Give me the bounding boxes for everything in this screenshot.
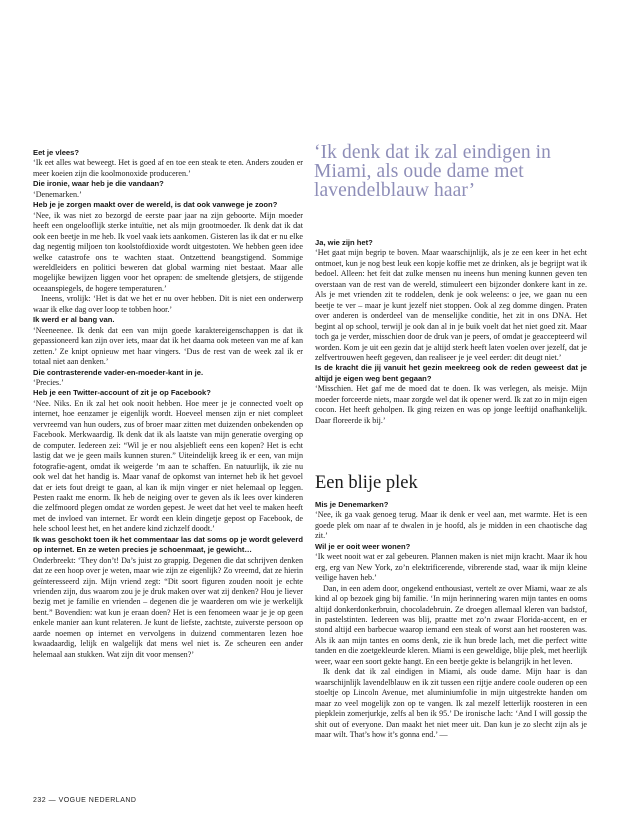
interview-answer: Ineens, vrolijk: ‘Het is dat we het er nu over hebben. Dit is niet een onderwerp waar ik elke dag over loop te tobben hoor.’ xyxy=(33,294,303,314)
interview-question: Heb je een Twitter-account of zit je op Facebook? xyxy=(33,388,211,398)
interview-answer: ‘Nee, ik was niet zo bezorgd de eerste paar jaar na zijn geboorte. Mijn moeder heeft een ongelooflijk sterke intuïtie, net als mijn grootmoeder. Ik denk dat ik dat ook een beetje in me heb. Ik voel vaak iets aankomen. Gisteren las ik dat er nu elke dag negentig miljoen ton koolstofdioxide wordt uitgestoten. We hebben geen idee welke catastrofe ons te wachten staat. Ontzettend beangstigend. Sommige wereldleiders en politici beweren dat global warming niet bestaat. Maar alle mogelijke bewijzen liggen voor het oprapen: de smeltende gletsjers, de stijgende oceaanspiegels, de hogere temperaturen.’ xyxy=(33,210,303,293)
interview-answer: ‘Precies.’ xyxy=(33,377,64,387)
interview-answer: Ik denk dat ik zal eindigen in Miami, als oude dame. Mijn haar is dan waarschijnlijk lavendelblauw en ik zit tussen een rijtje andere coole ouderen op een stoeltje op Lincoln Avenue, met aluminiumfolie in mijn uitgestrekte handen om maar zo veel mogelijk zon op te vangen. Ik zal mezelf letterlijk roosteren in een piepklein zomerjurkje, zelfs al ben ik 95.’ De ironische lach: ‘And I will gossip the shit out of everyone. Dan maakt het niet meer uit. Dan kun je zo slecht zijn als je maar wilt. That’s how it’s gonna end.’ — xyxy=(315,667,587,739)
left-text-column xyxy=(33,148,303,660)
interview-question: Wil je er ooit weer wonen? xyxy=(315,541,411,551)
interview-answer: Onderbreekt: ‘They don’t! Da’s juist zo grappig. Degenen die dat schrijven denken dat ze een hoop over je weten, maar wie zijn ze eigenlijk? Zo vreemd, dat ze hierin geïnteresseerd zijn. Mijn vriend zegt: “Dit soort figuren zouden nooit je echte vrienden zijn, dus waarom zou je je druk maken over wat zij denken? Hou je liever bezig met je familie en vrienden – degenen die je waarderen om wie je werkelijk bent.” Bovendien: wat kun je eraan doen? Het is een fenomeen waar je je op geen enkele manier aan kunt relateren. Je kunt de liefste, zachtste, zuiverste persoon op aarde noemen op internet en vervolgens in duizend commentaren lezen hoe kwaadaardig, lelijk en walgelijk dat mens wel niet is. Ze scheuren een ander helemaal aan stukken. Wat zijn dit voor mensen?’ xyxy=(33,555,303,659)
interview-answer: ‘Ik eet alles wat beweegt. Het is goed af en toe een steak te eten. Anders zouden er meer koeien zijn die koolmonoxide produceren.’ xyxy=(33,158,303,178)
interview-answer: ‘Nee. Niks. En ik zal het ook nooit hebben. Hoe meer je je connected voelt op internet, hoe eenzamer je eigenlijk wordt. Hoeveel mensen zijn er niet compleet vervreemd van hun ouders, zus of broer maar zitten met duizenden onbekenden op Facebook. Merkwaardig. Ik denk dat ik als laatste van mijn generatie overging op de computer. Iedereen zei: “Wil je er nou alsjeblieft eens een kopen? Het is echt lastig dat we je geen mails kunnen sturen.” Uiteindelijk kreeg ik er een, van mijn fotografie-agent, omdat ik weigerde ’m aan te schaffen. En natuurlijk, ik zie nu ook wel dat het handig is. Maar vanaf de opkomst van internet heb ik het gevoel dat er iets fout dreigt te gaan, al kan ik mijn vinger er niet helemaal op leggen. Pesten raakt me enorm. Ik heb de neiging over te geven als ik lees over kinderen die zelfmoord plegen omdat ze worden gepest. Je weet dat het veel te maken heeft met de invloed van internet. Er wordt een klein dingetje gepost op Facebook, de hele school leest het, en het andere kind zichzelf doodt.’ xyxy=(33,398,303,534)
pull-quote: ‘Ik denk dat ik zal eindigen in Miami, als oude dame met lavendelblauw haar’ xyxy=(314,142,552,201)
interview-question: Is de kracht die jij vanuit het gezin meekreeg ook de reden geweest dat je altijd je eigen weg bent gegaan? xyxy=(315,363,587,383)
interview-question: Mis je Denemarken? xyxy=(315,500,389,509)
interview-answer: Dan, in een adem door, ongekend enthousiast, vertelt ze over Miami, waar ze als kind al op bezoek ging bij familie. ‘In mijn herinnering waren mijn tantes en ooms altijd donkerdonkerbruin, chocoladebruin. Ze droegen allemaal kleren van badstof, in pastelstinten. Iedereen was blij, praatte met zo’n zwaar Florida-accent, en er stond altijd een barbecue waarop iemand een steak of worst aan het roosteren was. Als ik aan mijn tantes en ooms denk, zie ik hun brede lach, met die perfect witte tanden en die zoetgekleurde kleren. Miami is een geweldige, blije plek, met heerlijk weer, waar een soort gekte hangt. En een beetje gekte is belangrijk in het leven. xyxy=(315,583,587,666)
interview-question: Heb je je zorgen maakt over de wereld, is dat ook vanwege je zoon? xyxy=(33,200,278,210)
right-text-column-top xyxy=(315,238,587,426)
interview-question: Die ironie, waar heb je die vandaan? xyxy=(33,179,164,189)
interview-answer: ‘Misschien. Het gaf me de moed dat te doen. Ik was verlegen, als meisje. Mijn moeder forceerde niets, maar zorgde wel dat ik opener werd. Ik zat zo in mijn eigen cocon. Het heeft geholpen. Ik ging reizen en was op jonge leeftijd onafhankelijk. Daar floreerde ik bij.’ xyxy=(315,384,587,425)
interview-question: Ik was geschokt toen ik het commentaar las dat soms op je wordt geleverd op internet. En ze weten precies je schoenmaat, je gewicht… xyxy=(33,534,303,555)
interview-answer: ‘Ik weet nooit wat er zal gebeuren. Plannen maken is niet mijn kracht. Maar ik hou erg, erg van New York, zo’n elektrificerende, vibrerende stad, waar ik mijn kleine veilige haven heb.’ xyxy=(315,552,587,583)
interview-answer: ‘Nee, ik ga vaak genoeg terug. Maar ik denk er veel aan, met warmte. Het is een goede plek om naar af te dwalen in je hoofd, als je midden in een chaotische dag zit.’ xyxy=(315,510,587,541)
interview-question: Die contrasterende vader-en-moeder-kant in je. xyxy=(33,367,204,377)
right-text-column-bottom xyxy=(315,500,587,740)
interview-answer: ‘Neeneenee. Ik denk dat een van mijn goede karaktereigenschappen is dat ik gepassioneerd kan zijn over iets, maar dat ik het daarna ook meteen van me af kan zetten.’ Ze knipt opnieuw met haar vingers. ‘Dus de rest van de week zal ik er totaal niet aan denken.’ xyxy=(33,325,303,367)
interview-question: Ik werd er al bang van. xyxy=(33,315,115,325)
section-heading: Een blije plek xyxy=(315,473,418,493)
interview-question: Eet je vlees? xyxy=(33,148,80,157)
interview-answer: ‘Denemarken.’ xyxy=(33,189,82,199)
interview-answer: ‘Het gaat mijn begrip te boven. Maar waarschijnlijk, als je ze een keer in het echt ontmoet, kun je nog best leuk een kopje koffie met ze drinken, als je begrijpt wat ik bedoel. Alleen: het feit dat zulke mensen nu ineens hun mening kunnen geven ten overstaan van de rest van de wereld, stimuleert een bijzonder donkere kant in ze. Als je met vrienden zit te roddelen, denk je ook weleens: o jee, we gaan nu een beetje te ver – maar je kunt jezelf niet stoppen. Ook al zeg domme dingen. Praten over anderen is onderdeel van de menselijke conditie, het zit in ons DNA. Het begint al op school, terwijl je ook dan al in je buik voelt dat het niet goed zit. Maar toch ga je verder, misschien door de druk van je peers, of omdat je geaccepteerd wil worden. Kom je uit een gezin dat je altijd sterk heeft laten voelen over jezelf, dat je zelfvertrouwen heeft gegeven, dan realiseer je je veel eerder: dit deugt niet.’ xyxy=(315,248,587,362)
page-footer: 232 — VOGUE NEDERLAND xyxy=(33,797,137,804)
interview-question: Ja, wie zijn het? xyxy=(315,238,373,247)
